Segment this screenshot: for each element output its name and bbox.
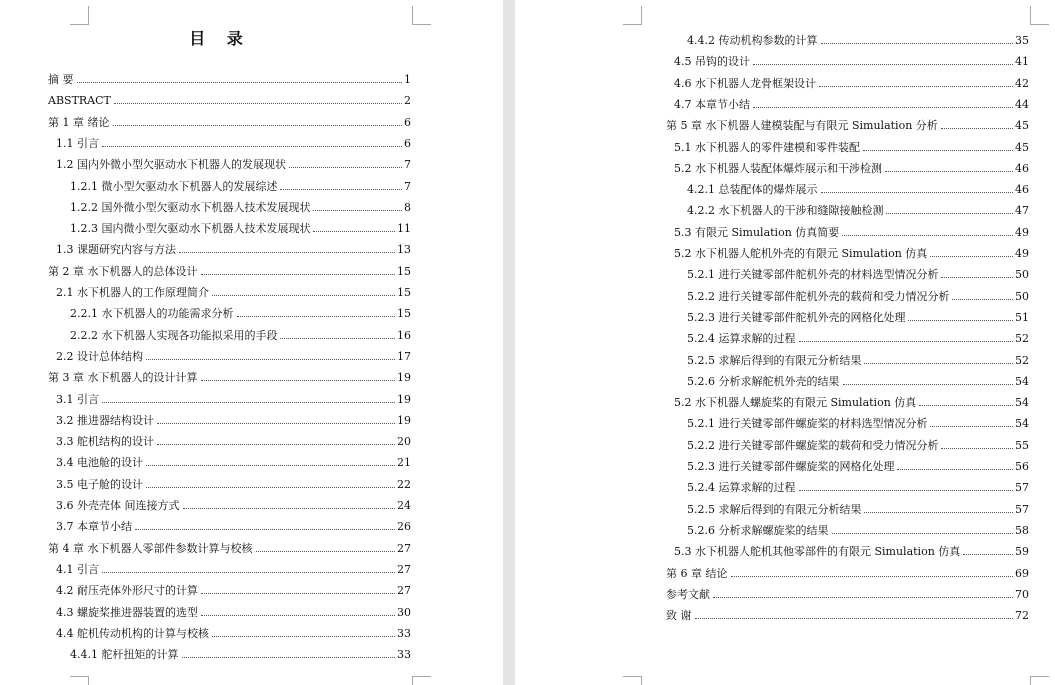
toc-entry-page-number: 49 [1015, 247, 1029, 260]
toc-entry-label: 第 2 章 水下机器人的总体设计 [48, 264, 198, 278]
dot-leader [863, 149, 1013, 151]
toc-entry-label: 摘 要 [48, 73, 74, 86]
toc-entry-page-number: 26 [397, 520, 411, 534]
dot-leader [212, 635, 395, 637]
toc-entry[interactable] [687, 372, 1029, 388]
toc-entry-page-number: 46 [1015, 161, 1029, 175]
toc-entry[interactable] [674, 244, 1029, 260]
dot-leader [908, 319, 1013, 321]
toc-entry-label: 5.2 水下机器人舵机外壳的有限元 Simulation 仿真 [674, 247, 928, 260]
toc-entry-label: 2.1 水下机器人的工作原理简介 [56, 286, 209, 299]
toc-entry-page-number: 52 [1015, 353, 1029, 367]
toc-entry[interactable] [674, 95, 1029, 111]
dot-leader [102, 145, 402, 147]
page-corner-mark [623, 6, 642, 25]
toc-entry[interactable] [687, 478, 1029, 494]
toc-entry-page-number: 44 [1015, 97, 1029, 111]
dot-leader [753, 106, 1013, 108]
toc-entry-page-number: 27 [397, 584, 411, 598]
page-corner-mark [70, 6, 89, 25]
dot-leader [201, 379, 396, 381]
dot-leader [930, 425, 1013, 427]
toc-entry-page-number: 51 [1015, 310, 1029, 324]
toc-entry-label: 5.2 水下机器人装配体爆炸展示和干涉检测 [674, 161, 882, 175]
dot-leader [930, 255, 1013, 257]
toc-entry[interactable] [70, 177, 411, 193]
toc-entry-label: 参考文献 [666, 587, 710, 601]
page-gutter [503, 0, 515, 685]
right-page [515, 0, 1055, 685]
toc-entry-label: 4.4.1 舵杆扭矩的计算 [70, 648, 179, 662]
toc-entry-label: 4.2.2 水下机器人的干涉和缝隙接触检测 [687, 204, 884, 218]
page-corner-mark [70, 676, 89, 685]
toc-entry[interactable] [687, 436, 1029, 452]
dot-leader [713, 596, 1013, 598]
toc-entry-page-number: 55 [1015, 438, 1029, 452]
toc-entry-label: 1.3 课题研究内容与方法 [56, 243, 176, 257]
dot-leader [963, 553, 1013, 555]
dot-leader [952, 298, 1013, 300]
toc-entry-page-number: 21 [397, 456, 411, 470]
toc-entry[interactable] [70, 304, 411, 320]
dot-leader [280, 188, 402, 190]
dot-leader [113, 124, 403, 126]
dot-leader [886, 212, 1013, 214]
toc-entry-page-number: 52 [1015, 332, 1029, 346]
toc-entry-label: 5.3 有限元 Simulation 仿真简要 [674, 225, 840, 239]
toc-entry-label: 致 谢 [666, 609, 692, 623]
dot-leader [941, 276, 1013, 278]
toc-entry-page-number: 19 [397, 392, 411, 406]
toc-entry[interactable] [666, 116, 1029, 132]
toc-entry-page-number: 72 [1015, 609, 1029, 623]
toc-entry-page-number: 6 [404, 136, 411, 150]
dot-leader [256, 550, 396, 552]
toc-entry-page-number: 27 [397, 562, 411, 576]
toc-entry[interactable] [56, 453, 411, 469]
toc-entry-label: 5.2.1 进行关键零部件螺旋桨的材料选型情况分析 [687, 417, 928, 431]
toc-entry-label: 5.2.3 进行关键零部件舵机外壳的网格化处理 [687, 310, 906, 324]
toc-entry-page-number: 15 [397, 286, 411, 299]
toc-entry-label: 1.2.2 国外微小型欠驱动水下机器人技术发展现状 [70, 200, 311, 214]
toc-entry-page-number: 50 [1015, 289, 1029, 303]
toc-entry[interactable] [674, 542, 1029, 558]
toc-entry[interactable] [687, 500, 1029, 516]
dot-leader [864, 362, 1013, 364]
toc-entry-page-number: 47 [1015, 204, 1029, 218]
toc-entry-page-number: 45 [1015, 119, 1029, 133]
left-page [0, 0, 503, 685]
toc-entry[interactable] [56, 411, 411, 427]
toc-entry-label: 第 5 章 水下机器人建模装配与有限元 Simulation 分析 [666, 119, 938, 133]
toc-entry-page-number: 54 [1015, 396, 1029, 410]
toc-entry-label: 5.2.5 求解后得到的有限元分析结果 [687, 502, 862, 516]
toc-entry[interactable] [48, 113, 411, 129]
dot-leader [146, 486, 395, 488]
toc-entry-page-number: 49 [1015, 225, 1029, 239]
toc-entry-page-number: 7 [404, 179, 411, 193]
toc-entry-label: 4.5 吊钩的设计 [674, 55, 750, 69]
toc-entry-page-number: 70 [1015, 587, 1029, 601]
toc-entry[interactable] [687, 201, 1029, 217]
dot-leader [212, 294, 395, 296]
dot-leader [313, 230, 395, 232]
toc-entry-page-number: 57 [1015, 481, 1029, 495]
toc-entry[interactable] [56, 475, 411, 491]
toc-entry-label: 4.3 螺旋桨推进器装置的选型 [56, 605, 198, 619]
dot-leader [819, 85, 1013, 87]
toc-entry[interactable] [687, 180, 1029, 196]
toc-entry-label: 5.2.4 运算求解的过程 [687, 332, 796, 346]
toc-entry-label: 1.2.3 国内微小型欠驱动水下机器人技术发展现状 [70, 222, 311, 236]
dot-leader [201, 592, 395, 594]
toc-entry-label: 5.3 水下机器人舵机其他零部件的有限元 Simulation 仿真 [674, 545, 961, 559]
toc-entry-label: 3.7 本章节小结 [56, 520, 132, 534]
dot-leader [753, 63, 1013, 65]
toc-entry-page-number: 19 [397, 413, 411, 427]
toc-entry-page-number: 42 [1015, 76, 1029, 90]
dot-leader [941, 447, 1013, 449]
toc-entry[interactable] [687, 31, 1029, 47]
toc-entry-page-number: 17 [397, 349, 411, 363]
toc-entry-page-number: 59 [1015, 545, 1029, 559]
toc-entry[interactable] [674, 52, 1029, 68]
toc-entry-label: 4.6 水下机器人龙骨框架设计 [674, 76, 816, 90]
toc-entry-page-number: 24 [397, 499, 411, 512]
toc-entry[interactable] [48, 91, 411, 107]
toc-entry[interactable] [674, 223, 1029, 239]
dot-leader [799, 489, 1014, 491]
dot-leader [821, 42, 1014, 44]
toc-entry[interactable] [687, 521, 1029, 537]
toc-entry-page-number: 54 [1015, 374, 1029, 388]
toc-entry[interactable] [666, 564, 1029, 580]
toc-entry-page-number: 57 [1015, 502, 1029, 516]
toc-entry-label: 4.2.1 总装配体的爆炸展示 [687, 183, 818, 197]
toc-entry-page-number: 7 [404, 158, 411, 172]
toc-entry-page-number: 27 [397, 541, 411, 555]
dot-leader [102, 401, 395, 403]
toc-entry[interactable] [56, 155, 411, 171]
toc-entry[interactable] [56, 347, 411, 363]
dot-leader [897, 468, 1013, 470]
toc-entry[interactable] [56, 624, 411, 640]
dot-leader [201, 273, 396, 275]
toc-entry-label: 3.1 引言 [56, 392, 99, 406]
toc-entry[interactable] [56, 390, 411, 406]
toc-entry[interactable] [56, 603, 411, 619]
toc-entry-page-number: 15 [397, 264, 411, 278]
toc-entry-page-number: 54 [1015, 417, 1029, 431]
toc-entry-label: 2.2.2 水下机器人实现各功能拟采用的手段 [70, 328, 278, 342]
toc-entry-label: 5.2 水下机器人螺旋桨的有限元 Simulation 仿真 [674, 396, 917, 410]
toc-entry-label: 2.2 设计总体结构 [56, 349, 143, 363]
toc-entry[interactable] [70, 198, 411, 214]
dot-leader [157, 422, 395, 424]
toc-entry-label: 5.1 水下机器人的零件建模和零件装配 [674, 140, 860, 154]
dot-leader [832, 532, 1014, 534]
toc-entry-page-number: 35 [1015, 34, 1029, 47]
toc-entry[interactable] [666, 585, 1029, 601]
page-corner-mark [412, 6, 431, 25]
dot-leader [842, 234, 1013, 236]
toc-entry-label: ABSTRACT [48, 94, 111, 108]
dot-leader [313, 209, 402, 211]
toc-entry-page-number: 1 [404, 73, 411, 86]
toc-entry[interactable] [48, 539, 411, 555]
toc-entry[interactable] [674, 138, 1029, 154]
toc-entry-page-number: 11 [397, 222, 411, 236]
page-corner-mark [623, 676, 642, 685]
toc-entry-label: 3.2 推进器结构设计 [56, 413, 154, 427]
toc-entry-label: 第 3 章 水下机器人的设计计算 [48, 371, 198, 385]
dot-leader [182, 656, 396, 658]
dot-leader [77, 81, 403, 83]
toc-entry-page-number: 69 [1015, 566, 1029, 580]
dot-leader [135, 528, 395, 530]
toc-entry-label: 5.2.4 运算求解的过程 [687, 481, 796, 495]
toc-entry[interactable] [70, 645, 411, 661]
toc-entry[interactable] [56, 581, 411, 597]
dot-leader [146, 464, 395, 466]
toc-entry-label: 4.4 舵机传动机构的计算与校核 [56, 626, 209, 640]
toc-entry[interactable] [687, 329, 1029, 345]
dot-leader [114, 102, 402, 104]
dot-leader [179, 251, 395, 253]
dot-leader [280, 337, 395, 339]
toc-entry-label: 4.4.2 传动机构参数的计算 [687, 34, 818, 47]
toc-entry-label: 第 1 章 绪论 [48, 115, 110, 129]
toc-entry[interactable] [56, 134, 411, 150]
toc-entry-label: 4.2 耐压壳体外形尺寸的计算 [56, 584, 198, 598]
dot-leader [864, 511, 1013, 513]
toc-entry[interactable] [70, 219, 411, 235]
toc-entry[interactable] [56, 240, 411, 256]
dot-leader [843, 383, 1014, 385]
dot-leader [821, 191, 1014, 193]
page-corner-mark [1030, 6, 1049, 25]
toc-entry-label: 5.2.6 分析求解螺旋桨的结果 [687, 523, 829, 537]
toc-entry-page-number: 33 [397, 648, 411, 662]
toc-entry[interactable] [48, 70, 411, 86]
toc-entry[interactable] [687, 287, 1029, 303]
page-corner-mark [1030, 676, 1049, 685]
toc-entry[interactable] [674, 159, 1029, 175]
toc-entry-label: 5.2.5 求解后得到的有限元分析结果 [687, 353, 862, 367]
toc-entry-label: 第 6 章 结论 [666, 566, 728, 580]
dot-leader [201, 614, 395, 616]
toc-entry-page-number: 33 [397, 626, 411, 640]
toc-entry-page-number: 19 [397, 371, 411, 385]
dot-leader [157, 443, 395, 445]
toc-entry-page-number: 16 [397, 328, 411, 342]
page-corner-mark [412, 676, 431, 685]
toc-entry[interactable] [48, 262, 411, 278]
toc-entry-label: 1.2 国内外微小型欠驱动水下机器人的发展现状 [56, 158, 286, 172]
toc-entry-label: 5.2.6 分析求解舵机外壳的结果 [687, 374, 840, 388]
dot-leader [731, 575, 1014, 577]
toc-entry[interactable] [56, 517, 411, 533]
toc-entry[interactable] [56, 560, 411, 576]
toc-entry[interactable] [674, 74, 1029, 90]
toc-entry-page-number: 20 [397, 435, 411, 449]
toc-entry-label: 3.4 电池舱的设计 [56, 456, 143, 470]
toc-entry[interactable] [666, 606, 1029, 622]
toc-entry[interactable] [70, 326, 411, 342]
toc-entry[interactable] [687, 265, 1029, 281]
toc-entry-label: 5.2.2 进行关键零部件螺旋桨的载荷和受力情况分析 [687, 438, 939, 452]
toc-entry-page-number: 22 [397, 477, 411, 491]
toc-entry[interactable] [56, 496, 411, 512]
toc-entry-page-number: 15 [397, 307, 411, 321]
toc-entry[interactable] [687, 414, 1029, 430]
dot-leader [146, 358, 395, 360]
toc-entry-label: 4.7 本章节小结 [674, 97, 750, 111]
toc-entry-label: 3.5 电子舱的设计 [56, 477, 143, 491]
toc-entry-label: 4.1 引言 [56, 562, 99, 576]
toc-entry-page-number: 30 [397, 605, 411, 619]
toc-entry-page-number: 58 [1015, 523, 1029, 537]
toc-entry[interactable] [56, 283, 411, 299]
toc-entry-page-number: 8 [404, 200, 411, 214]
toc-entry-page-number: 13 [397, 243, 411, 257]
toc-title: 目 录 [189, 29, 251, 48]
toc-entry-label: 5.2.2 进行关键零部件舵机外壳的载荷和受力情况分析 [687, 289, 950, 303]
toc-entry[interactable] [687, 351, 1029, 367]
toc-entry-label: 1.1 引言 [56, 136, 99, 150]
dot-leader [941, 127, 1013, 129]
toc-entry-page-number: 6 [404, 115, 411, 129]
dot-leader [695, 617, 1014, 619]
dot-leader [183, 507, 396, 509]
toc-entry-label: 5.2.3 进行关键零部件螺旋桨的网格化处理 [687, 460, 895, 473]
toc-entry-page-number: 41 [1015, 55, 1029, 69]
toc-entry[interactable] [687, 457, 1029, 473]
toc-entry-label: 3.3 舵机结构的设计 [56, 435, 154, 449]
toc-entry-label: 2.2.1 水下机器人的功能需求分析 [70, 307, 234, 321]
toc-entry[interactable] [48, 368, 411, 384]
dot-leader [289, 166, 402, 168]
toc-entry-label: 第 4 章 水下机器人零部件参数计算与校核 [48, 541, 253, 555]
dot-leader [919, 404, 1013, 406]
toc-entry-label: 3.6 外壳壳体 间连接方式 [56, 499, 180, 512]
toc-entry-page-number: 2 [404, 94, 411, 108]
toc-entry-label: 5.2.1 进行关键零部件舵机外壳的材料选型情况分析 [687, 268, 939, 282]
toc-entry-page-number: 45 [1015, 140, 1029, 154]
dot-leader [102, 571, 395, 573]
toc-entry-page-number: 46 [1015, 183, 1029, 197]
toc-entry[interactable] [674, 393, 1029, 409]
dot-leader [237, 315, 396, 317]
dot-leader [799, 340, 1014, 342]
toc-entry[interactable] [56, 432, 411, 448]
toc-entry-page-number: 56 [1015, 460, 1029, 473]
toc-entry-label: 1.2.1 微小型欠驱动水下机器人的发展综述 [70, 179, 278, 193]
dot-leader [885, 170, 1013, 172]
toc-entry[interactable] [687, 308, 1029, 324]
toc-entry-page-number: 50 [1015, 268, 1029, 282]
